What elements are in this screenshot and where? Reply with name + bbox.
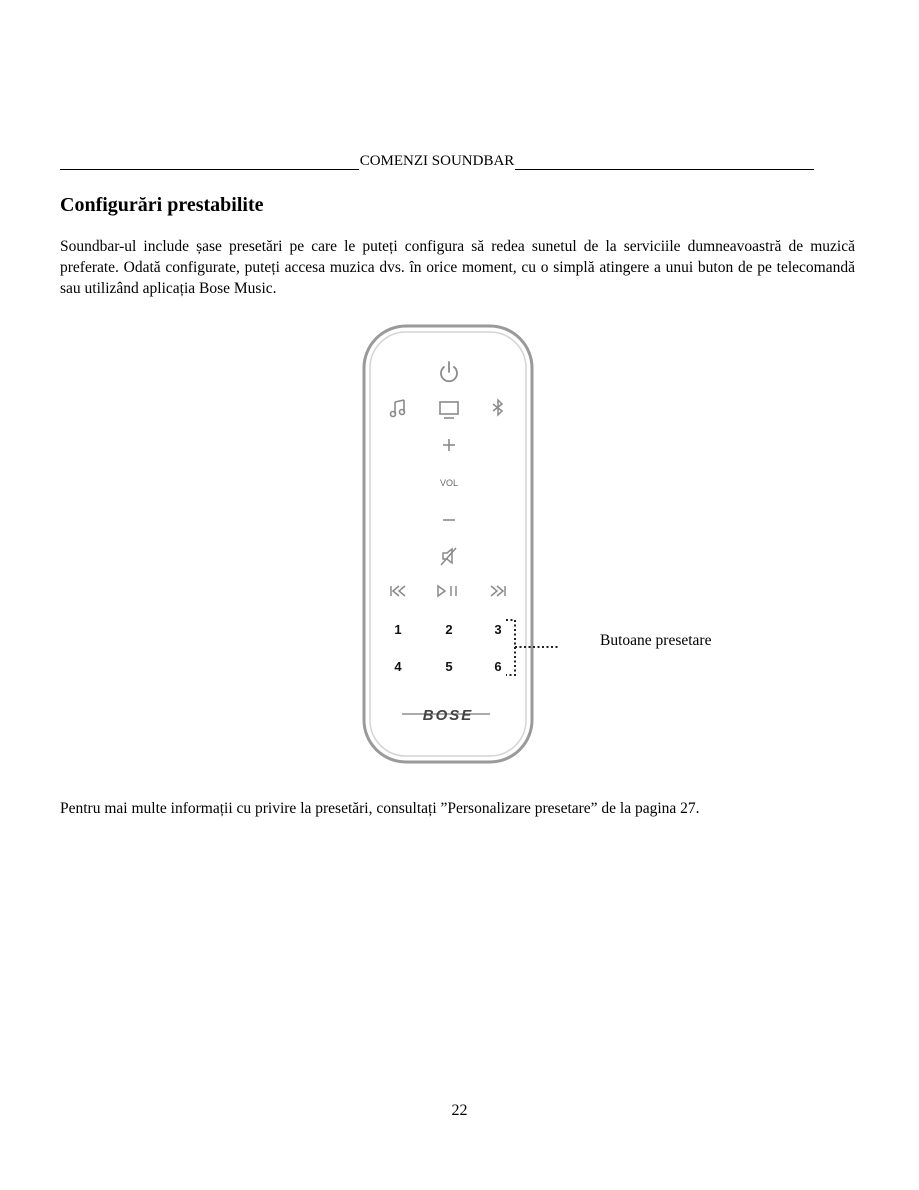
- remote-body: [364, 326, 532, 762]
- header-rule-right: [515, 154, 814, 170]
- intro-paragraph: Soundbar-ul include șase presetări pe care le puteți configura să redea sunetul de la serviciile dumneavoastră de muzică preferate. Odată configurate, puteți accesa muzica dvs. în orice moment, cu o simplă atingere a unui buton de pe telecomandă sau utilizând aplicația Bose Music.: [60, 238, 855, 297]
- svg-text:BOSE: BOSE: [422, 707, 474, 724]
- preset-4: 4: [394, 659, 402, 674]
- page-number: 22: [451, 1102, 468, 1119]
- preset-3: 3: [494, 622, 502, 637]
- callout-label: Butoane presetare: [600, 632, 712, 649]
- section-title: Configurări prestabilite: [60, 194, 264, 216]
- preset-1: 1: [394, 622, 402, 637]
- preset-6: 6: [494, 659, 502, 674]
- footer-note: Pentru mai multe informații cu privire la presetări, consultați ”Personalizare presetare” de la pagina 27.: [60, 800, 700, 817]
- preset-2: 2: [445, 622, 453, 637]
- header-section-label: COMENZI SOUNDBAR: [359, 153, 515, 169]
- page-header: [60, 152, 814, 170]
- header-rule-left: [60, 154, 359, 170]
- vol-label: VOL: [439, 478, 459, 488]
- preset-5: 5: [445, 659, 453, 674]
- remote-illustration: [360, 322, 570, 768]
